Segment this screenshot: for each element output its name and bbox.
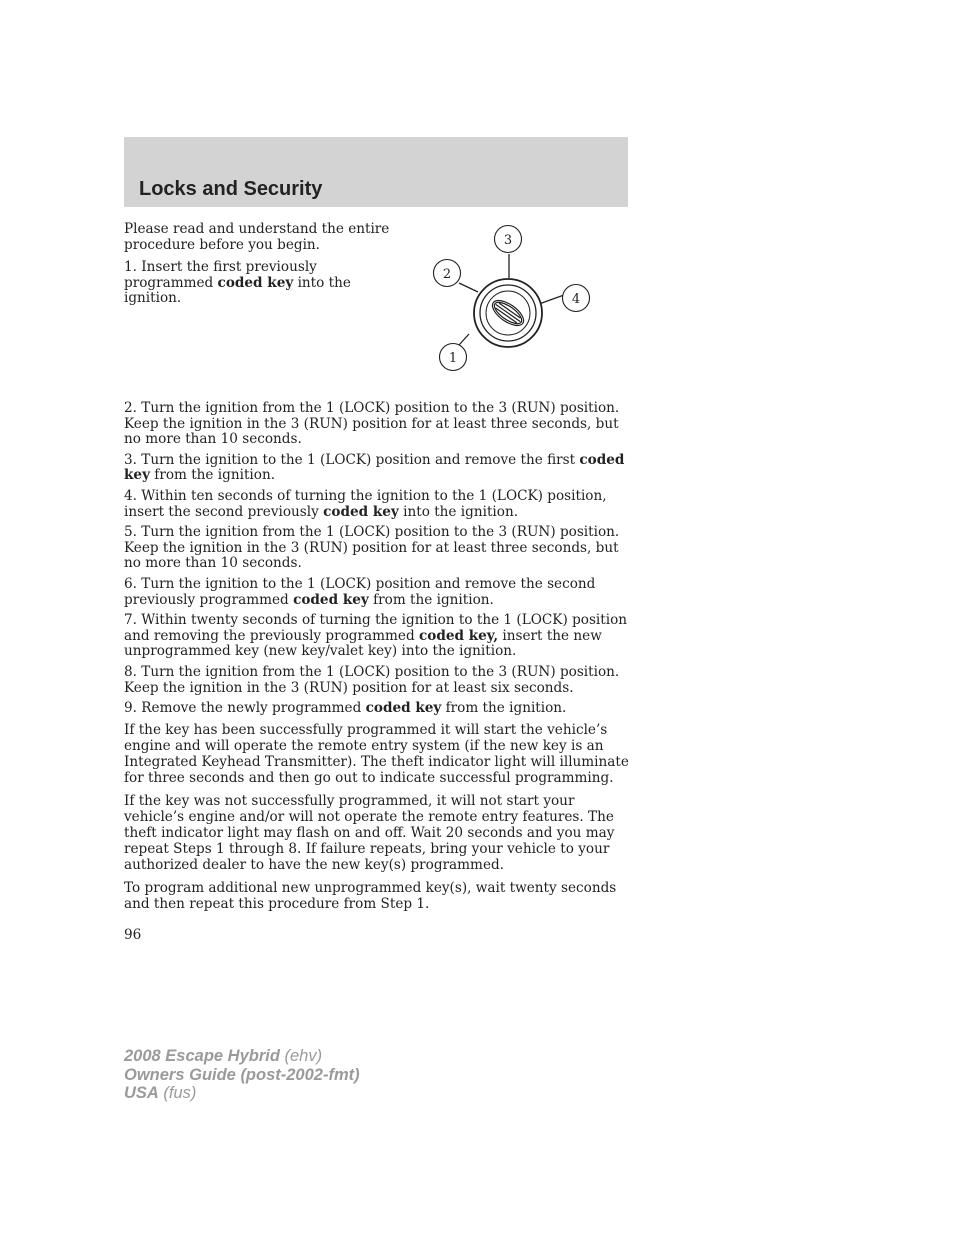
document-footer (124, 1047, 360, 1103)
coded-key-term: coded key (293, 591, 369, 608)
step-7: 7. Within twenty seconds of turning the ignition to the 1 (LOCK) position and removing the previously programmed coded key, insert the new unprogrammed key (new key/valet key) into the ignition. (124, 612, 628, 660)
position-1-label: 1 (448, 351, 458, 366)
ignition-positions-diagram (420, 222, 600, 382)
intro-text (124, 222, 394, 314)
position-4-label: 4 (571, 292, 581, 307)
coded-key-term: coded key (323, 503, 399, 520)
step-2: 2. Turn the ignition from the 1 (LOCK) position to the 3 (RUN) position. Keep the ignition in the 3 (RUN) position for at least three seconds, but no more than 10 seconds. (124, 400, 620, 448)
section-title: Locks and Security (139, 178, 323, 200)
success-paragraph: If the key has been successfully programmed it will start the vehicle’s engine and will operate the remote entry system (if the new key is an Integrated Keyhead Transmitter). The theft indicator light will illuminate for three seconds and then go out to indicate successful programming. (124, 721, 629, 787)
coded-key-term: coded key, (418, 627, 499, 644)
coded-key-term: coded key (124, 451, 625, 484)
step-3: 3. Turn the ignition to the 1 (LOCK) position and remove the first coded key from the ignition. (124, 451, 625, 484)
step-9: 9. Remove the newly programmed coded key from the ignition. (124, 700, 567, 717)
footer-line-market: USA (fus) (124, 1084, 197, 1102)
position-2-leader (459, 283, 478, 292)
step-1: 1. Insert the first previously programmed coded key into the ignition. (124, 259, 351, 307)
step-5: 5. Turn the ignition from the 1 (LOCK) position to the 3 (RUN) position. Keep the ignition in the 3 (RUN) position for at least three seconds, but no more than 10 seconds. (124, 524, 620, 572)
step-8: 8. Turn the ignition from the 1 (LOCK) position to the 3 (RUN) position. Keep the ignition in the 3 (RUN) position for at least six seconds. (124, 663, 620, 696)
position-3-label: 3 (503, 233, 513, 248)
step-6: 6. Turn the ignition to the 1 (LOCK) position and remove the second previously programmed coded key from the ignition. (124, 575, 596, 608)
failure-paragraph: If the key was not successfully programmed, it will not start your vehicle’s engine and/or will not operate the remote entry features. The theft indicator light may flash on and off. Wait 20 seconds and you may repeat Steps 1 through 8. If failure repeats, bring your vehicle to your authorized dealer to have the new key(s) programmed. (124, 792, 615, 874)
section-header-band (124, 137, 628, 207)
ignition-lock-icon (474, 279, 542, 347)
procedure-steps (124, 401, 634, 913)
page-number: 96 (124, 927, 142, 943)
step-4: 4. Within ten seconds of turning the ignition to the 1 (LOCK) position, insert the second previously coded key into the ignition. (124, 487, 607, 520)
footer-line-guide: Owners Guide (post-2002-fmt) (124, 1065, 360, 1084)
position-2-label: 2 (442, 267, 452, 282)
position-4-leader (539, 295, 564, 304)
position-1-leader (459, 334, 469, 345)
footer-line-model: 2008 Escape Hybrid (ehv) (124, 1047, 323, 1065)
additional-keys-paragraph: To program additional new unprogrammed key(s), wait twenty seconds and then repeat this procedure from Step 1. (124, 879, 617, 913)
coded-key-term: coded key (365, 700, 442, 717)
coded-key-term: coded key (217, 274, 294, 291)
intro-paragraph: Please read and understand the entire procedure before you begin. (124, 221, 390, 253)
